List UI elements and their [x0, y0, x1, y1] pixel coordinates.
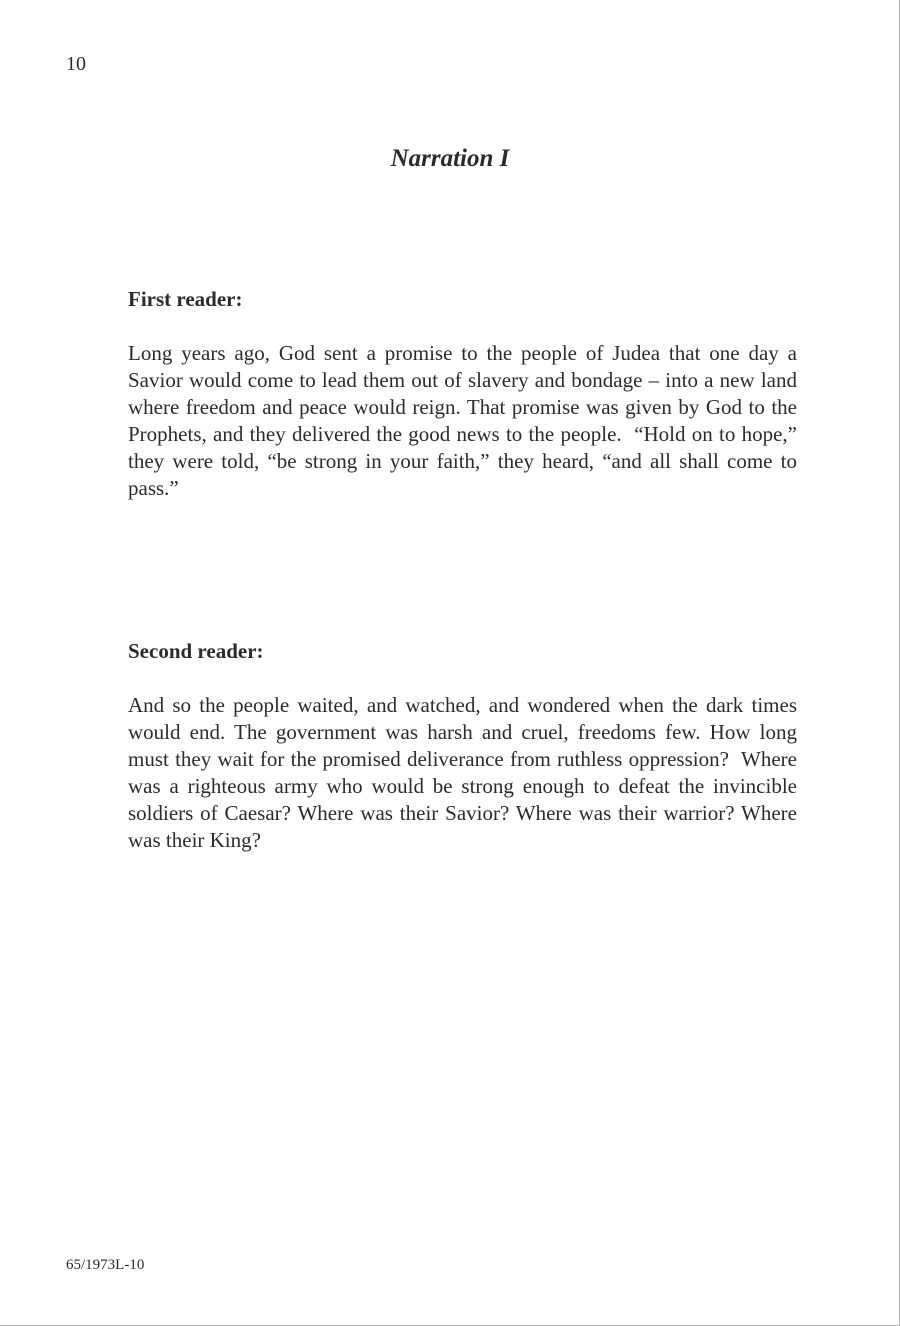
- page-number: 10: [66, 53, 86, 75]
- page-title: Narration I: [390, 145, 510, 172]
- first-reader-text: Long years ago, God sent a promise to the people of Judea that one day a Savior would come to lead them out of slavery and bondage – into a new land where freedom and peace would reign. That promise was given by God to the Prophets, and they delivered the good news to the people. “Hold on to hope,” they were told, “be strong in your faith,” they heard, “and all shall come to pass.”: [128, 341, 803, 500]
- second-reader-heading: Second reader:: [128, 639, 264, 663]
- first-reader-section: [128, 286, 803, 502]
- second-reader-text: And so the people waited, and watched, and wondered when the dark times would end. The government was harsh and cruel, freedoms few. How long must they wait for the promised deliverance from ruthless oppression? Where was a righteous army who would be strong enough to defeat the invincible soldiers of Caesar? Where was their Savior? Where was their warrior? Where was their King?: [128, 693, 803, 852]
- first-reader-heading: First reader:: [128, 287, 243, 311]
- second-reader-section: [128, 638, 803, 854]
- footer-code: 65/1973L-10: [66, 1257, 145, 1273]
